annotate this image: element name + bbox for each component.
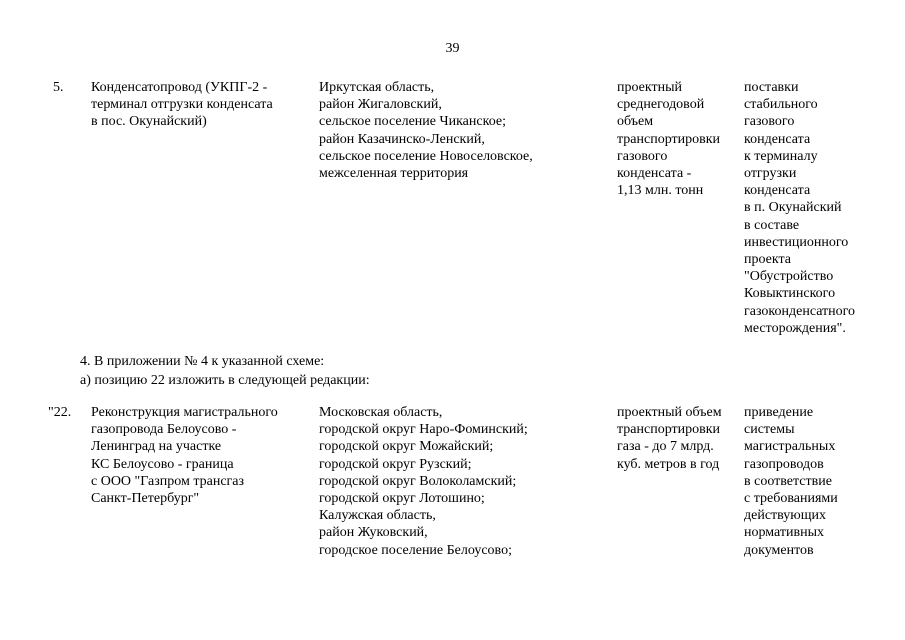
object-capacity: проектный среднегодовой объем транспортировки газового конденсата - 1,13 млн. тонн: [617, 80, 721, 199]
object-purpose: приведение системы магистральных газопроводов в соответствие с требованиями действующих нормативных документов: [744, 405, 838, 558]
page-number: 39: [445, 41, 460, 56]
object-capacity: проектный объем транспортировки газа - до 7 млрд. куб. метров в год: [617, 405, 722, 472]
row-number: "22.: [48, 405, 72, 420]
object-purpose: поставки стабильного газового конденсата к терминалу отгрузки конденсата в п. Окунайский в составе инвестиционного проекта "Обустройство Ковыктинского газоконденсатного месторождения".: [744, 80, 856, 336]
paragraph-position-22: а) позицию 22 изложить в следующей редакции:: [80, 373, 370, 388]
object-name: Конденсатопровод (УКПГ-2 - терминал отгрузки конденсата в пос. Окунайский): [91, 80, 273, 130]
paragraph-appendix-4: 4. В приложении № 4 к указанной схеме:: [80, 354, 325, 369]
object-location: Иркутская область, район Жигаловский, сельское поселение Чиканское; район Казачинско-Ленский, сельское поселение Новоселовское, межселенная территория: [319, 80, 533, 182]
object-location: Московская область, городской округ Наро-Фоминский; городской округ Можайский; городской округ Рузский; городской округ Волоколамский; городской округ Лотошино; Калужская область, район Жуковский, городское поселение Белоусово;: [319, 405, 528, 558]
object-name: Реконструкция магистрального газопровода Белоусово - Ленинград на участке КС Белоусово - граница с ООО "Газпром трансгаз Санкт-Петербург": [91, 405, 278, 507]
row-number: 5.: [53, 80, 64, 95]
